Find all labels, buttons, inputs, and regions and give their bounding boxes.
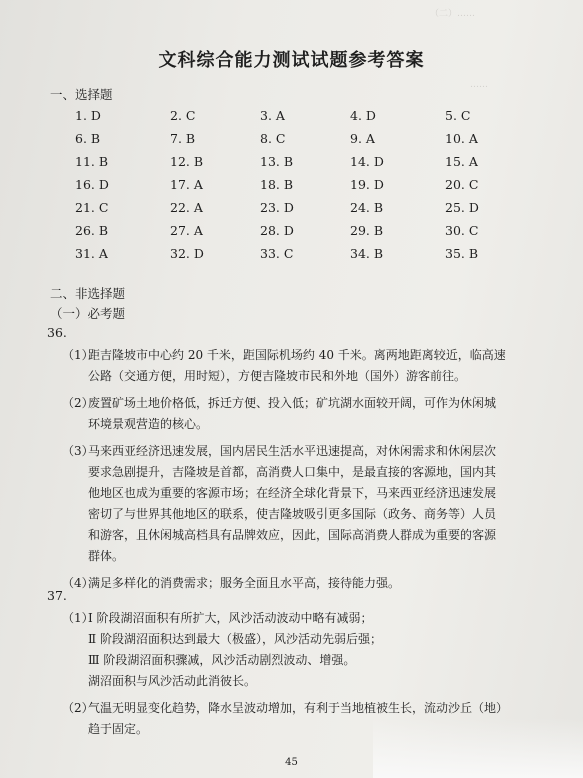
answer-line: 距吉隆坡市中心约 20 千米，距国际机场约 40 千米。离两地距离较近，临高速 (88, 348, 506, 362)
answer-line: 环境景观营造的核心。 (88, 417, 209, 431)
answer-item: 4. D (350, 108, 376, 123)
q36-item (62, 573, 542, 594)
item-label: （1） (62, 611, 94, 625)
answer-item: 10. A (445, 131, 478, 146)
answer-item: 7. B (170, 131, 196, 146)
answer-row (75, 108, 515, 131)
answer-item: 16. D (75, 177, 109, 192)
answer-item: 13. B (260, 154, 294, 169)
answer-row (75, 131, 515, 154)
item-label: （2） (62, 396, 94, 410)
item-label: （2） (62, 701, 94, 715)
answer-line: Ⅲ 阶段湖沼面积骤减，风沙活动剧烈波动、增强。 (88, 653, 356, 667)
bleed-through-text: …… (470, 80, 488, 90)
answer-line: 马来西亚经济迅速发展，国内居民生活水平迅速提高，对休闲需求和休闲层次 (88, 444, 497, 458)
page-number: 45 (285, 757, 298, 768)
answer-item: 1. D (75, 108, 101, 123)
answer-row (75, 246, 515, 269)
answer-item: 25. D (445, 200, 479, 215)
answer-item: 17. A (170, 177, 203, 192)
answer-line: Ⅱ 阶段湖沼面积达到最大（极盛），风沙活动先弱后强； (88, 632, 382, 646)
answer-line: Ⅰ 阶段湖沼面积有所扩大，风沙活动波动中略有减弱； (88, 611, 373, 625)
answer-item: 29. B (350, 223, 384, 238)
answer-item: 24. B (350, 200, 384, 215)
answer-item: 9. A (350, 131, 375, 146)
answer-item: 8. C (260, 131, 286, 146)
answer-line: 趋于固定。 (88, 722, 149, 736)
answer-row (75, 223, 515, 246)
photo-glare (373, 718, 583, 778)
answer-item: 35. B (445, 246, 479, 261)
answer-item: 31. A (75, 246, 108, 261)
q36-item (62, 345, 542, 387)
answer-line: 气温无明显变化趋势，降水呈波动增加，有利于当地植被生长，流动沙丘（地） (88, 701, 509, 715)
q36-item (62, 441, 542, 567)
answer-line: 公路（交通方便，用时短），方便吉隆坡市民和外地（国外）游客前往。 (88, 369, 467, 383)
answer-item: 15. A (445, 154, 478, 169)
item-label: （1） (62, 348, 94, 362)
answer-line: 废置矿场土地价格低，拆迁方便、投入低；矿坑湖水面较开阔，可作为休闲城 (88, 396, 497, 410)
answer-row (75, 177, 515, 200)
section-heading-choice: 一、选择题 (50, 87, 113, 102)
answer-item: 12. B (170, 154, 204, 169)
answer-item: 11. B (75, 154, 109, 169)
answer-line: 要求急剧提升，吉隆坡是首都，高消费人口集中，是最直接的客源地，国内其 (88, 465, 497, 479)
q36-item (62, 393, 542, 435)
bleed-through-text: （二）…… (430, 9, 476, 19)
answer-item: 6. B (75, 131, 101, 146)
answer-item: 20. C (445, 177, 479, 192)
answer-item: 3. A (260, 108, 285, 123)
answer-line: 和游客，且休闲城高档具有品牌效应，因此，国际高消费人群成为重要的客源 (88, 528, 497, 542)
q37-item (62, 608, 542, 692)
answer-item: 2. C (170, 108, 196, 123)
answer-item: 28. D (260, 223, 294, 238)
answer-line: 密切了与世界其他地区的联系，使吉隆坡吸引更多国际（政务、商务等）人员 (88, 507, 497, 521)
answer-line: 满足多样化的消费需求；服务全面且水平高，接待能力强。 (88, 576, 401, 590)
answer-item: 21. C (75, 200, 109, 215)
answer-item: 14. D (350, 154, 384, 169)
answer-line: 湖沼面积与风沙活动此消彼长。 (88, 674, 257, 688)
item-label: （4） (62, 576, 94, 590)
answer-item: 18. B (260, 177, 294, 192)
answer-item: 32. D (170, 246, 204, 261)
answer-item: 27. A (170, 223, 203, 238)
answer-line: 群体。 (88, 549, 125, 563)
question-36-number: 36. (47, 325, 67, 340)
answer-item: 23. D (260, 200, 294, 215)
answer-grid (75, 108, 515, 269)
answer-item: 30. C (445, 223, 479, 238)
answer-row (75, 200, 515, 223)
answer-item: 19. D (350, 177, 384, 192)
question-37-number: 37. (47, 588, 67, 603)
page-title: 文科综合能力测试试题参考答案 (158, 50, 425, 71)
subsection-heading: （一）必考题 (50, 306, 126, 321)
answer-item: 26. B (75, 223, 109, 238)
answer-item: 22. A (170, 200, 203, 215)
section-heading-nonchoice: 二、非选择题 (50, 286, 126, 301)
answer-line: 他地区也成为重要的客源市场；在经济全球化背景下，马来西亚经济迅速发展 (88, 486, 497, 500)
answer-item: 33. C (260, 246, 294, 261)
answer-item: 5. C (445, 108, 471, 123)
item-label: （3） (62, 444, 94, 458)
answer-item: 34. B (350, 246, 384, 261)
answer-row (75, 154, 515, 177)
